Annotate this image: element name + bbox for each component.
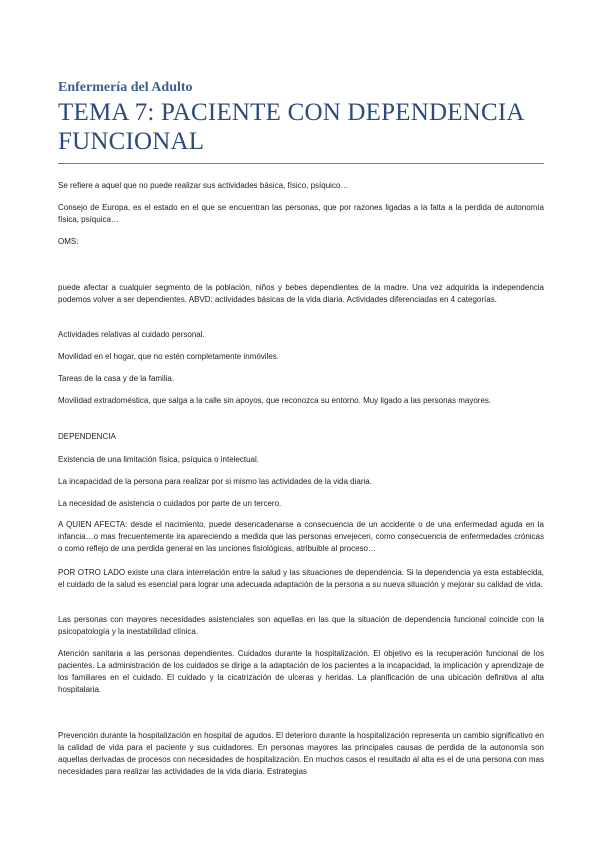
- title-divider: [58, 163, 544, 164]
- paragraph-por-otro-lado: POR OTRO LADO existe una clara interrelación entre la salud y las situaciones de dependencia. Si la dependencia ya esta establecida, el cuidado de la salud es esencial para lograr una adecuada adaptación de la persona a su nueva situación y mejorar su calidad de vida.: [58, 568, 544, 589]
- paragraph-atencion-sanitaria: Atención sanitaria a las personas dependientes. Cuidados durante la hospitalización. El objetivo es la recuperación funcional de los pacientes. La administración de los cuidados se dirige a la adaptación de los pacientes a la incapacidad, la implicación y aprendizaje de los familiares en el cuidado. El cuidado y la cicatrización de ulceras y heridas. La planificación de una ubicación definitiva al alta hospitalaria.: [58, 649, 544, 694]
- paragraph-prevencion: Prevención durante la hospitalización en hospital de agudos. El deterioro durante la hospitalización representa un cambio significativo en la calidad de vida para el paciente y sus cuidadores. En personas mayores las principales causas de perdida de la autonomía son aquellas derivadas de procesos con necesidades de hospitalización. En muchos casos el resultado al alta es el de una persona con mas necesidades para realizar las actividades de la vida diaria. Estrategias: [58, 731, 544, 776]
- paragraph-movilidad-extradomestica: Movilidad extradoméstica, que salga a la calle sin apoyos, que reconozca su entorno. Muy ligado a las personas mayores.: [58, 396, 492, 405]
- paragraph-cuidado-personal: Actividades relativas al cuidado personal.: [58, 330, 205, 339]
- paragraph-asistencia: La necesidad de asistencia o cuidados por parte de un tercero.: [58, 499, 282, 508]
- paragraph-movilidad-hogar: Movilidad en el hogar, que no estén completamente inmóviles.: [58, 352, 280, 361]
- paragraph-oms: OMS:: [58, 237, 79, 246]
- paragraph-definition: Se refiere a aquel que no puede realizar sus actividades básica, físico, psíquico…: [58, 181, 349, 190]
- section-heading-dependencia: DEPENDENCIA: [58, 432, 116, 441]
- paragraph-poblacion: puede afectar a cualquier segmento de la población, niños y bebes dependientes de la madre. Una vez adquirida la independencia podemos volver a ser dependientes. ABVD: actividades básicas de la vida diaria. Actividades diferenciadas en 4 categorías.: [58, 283, 544, 304]
- paragraph-incapacidad: La incapacidad de la persona para realizar por si mismo las actividades de la vida diaria.: [58, 477, 372, 486]
- paragraph-limitacion: Existencia de una limitación física, psíquica o intelectual.: [58, 455, 259, 464]
- subject-heading: Enfermería del Adulto: [58, 80, 193, 95]
- paragraph-mayores-necesidades: Las personas con mayores necesidades asistenciales son aquellas en las que la situación de dependencia funcional coincide con la psicopatología y la inestabilidad clínica.: [58, 615, 544, 636]
- page-title: TEMA 7: PACIENTE CON DEPENDENCIA FUNCIONAL: [58, 99, 524, 155]
- paragraph-a-quien-afecta: A QUIEN AFECTA: desde el nacimiento, puede desencadenarse a consecuencia de un accidente o de una enfermedad aguda en la infancia…o mas frecuentemente ira apareciendo a medida que las personas envejecen, como consecuencia de enfermedades crónicas o como reflejo de una perdida general en las unciones fisiológicas, atribuible al proceso…: [58, 520, 544, 553]
- paragraph-consejo-europa: Consejo de Europa, es el estado en el que se encuentran las personas, que por razones ligadas a la falta a la perdida de autonomía física, psíquica…: [58, 203, 544, 224]
- paragraph-tareas-casa: Tareas de la casa y de la familia.: [58, 374, 175, 383]
